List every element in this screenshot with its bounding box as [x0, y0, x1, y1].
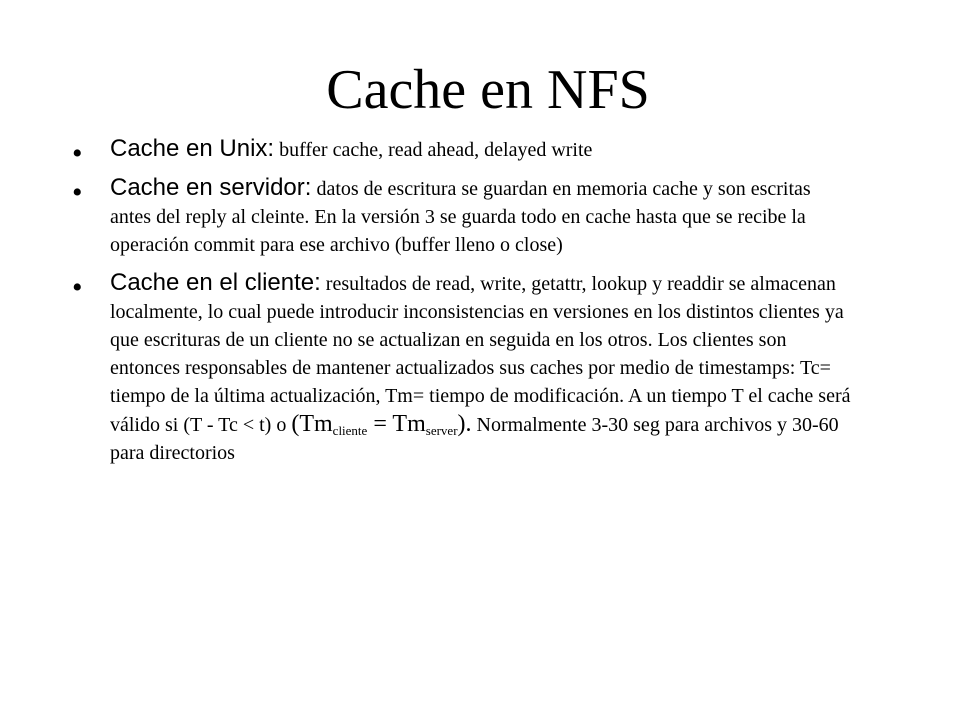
- bullet-text: resultados de read, write, getattr, lookup y readdir se almacenan localmente, lo cual puede introducir inconsistencias en versiones en los distintos clientes ya que escrituras de un cliente no se actualizan en seguida en los otros. Los clientes son entonces responsables de mantener actualizados sus caches por medio de timestamps: Tc= tiempo de la última actualización, Tm= tiempo de modificación. A un tiempo T el cache será válido si (T - Tc < t) o: [110, 273, 851, 436]
- formula-close: ).: [457, 411, 472, 437]
- bullet-list: [72, 135, 852, 477]
- bullet-tail-text: Normalmente 3-30 seg para archivos y 30-60 para directorios: [110, 414, 839, 464]
- formula-mid: = Tm: [367, 411, 426, 437]
- bullet-item-server-cache: [72, 174, 852, 259]
- bullet-dot-icon: •: [72, 137, 83, 170]
- validity-formula: [291, 411, 471, 437]
- bullet-item-client-cache: [72, 269, 852, 467]
- formula-sub-cliente: cliente: [332, 423, 368, 438]
- bullet-lead: Cache en servidor:: [110, 174, 312, 201]
- bullet-item-unix-cache: [72, 135, 852, 170]
- bullet-dot-icon: •: [72, 176, 83, 209]
- slide-title: Cache en NFS: [326, 59, 650, 121]
- bullet-text: buffer cache, read ahead, delayed write: [279, 139, 593, 161]
- bullet-lead: Cache en Unix:: [110, 135, 275, 162]
- formula-open: (Tm: [291, 411, 333, 437]
- bullet-dot-icon: •: [72, 271, 83, 304]
- bullet-text: datos de escritura se guardan en memoria cache y son escritas antes del reply al cleinte. En la versión 3 se guarda todo en cache hasta que se recibe la operación commit para ese archivo (buffer lleno o close): [110, 178, 811, 256]
- bullet-lead: Cache en el cliente:: [110, 269, 321, 296]
- formula-sub-server: server: [425, 423, 458, 438]
